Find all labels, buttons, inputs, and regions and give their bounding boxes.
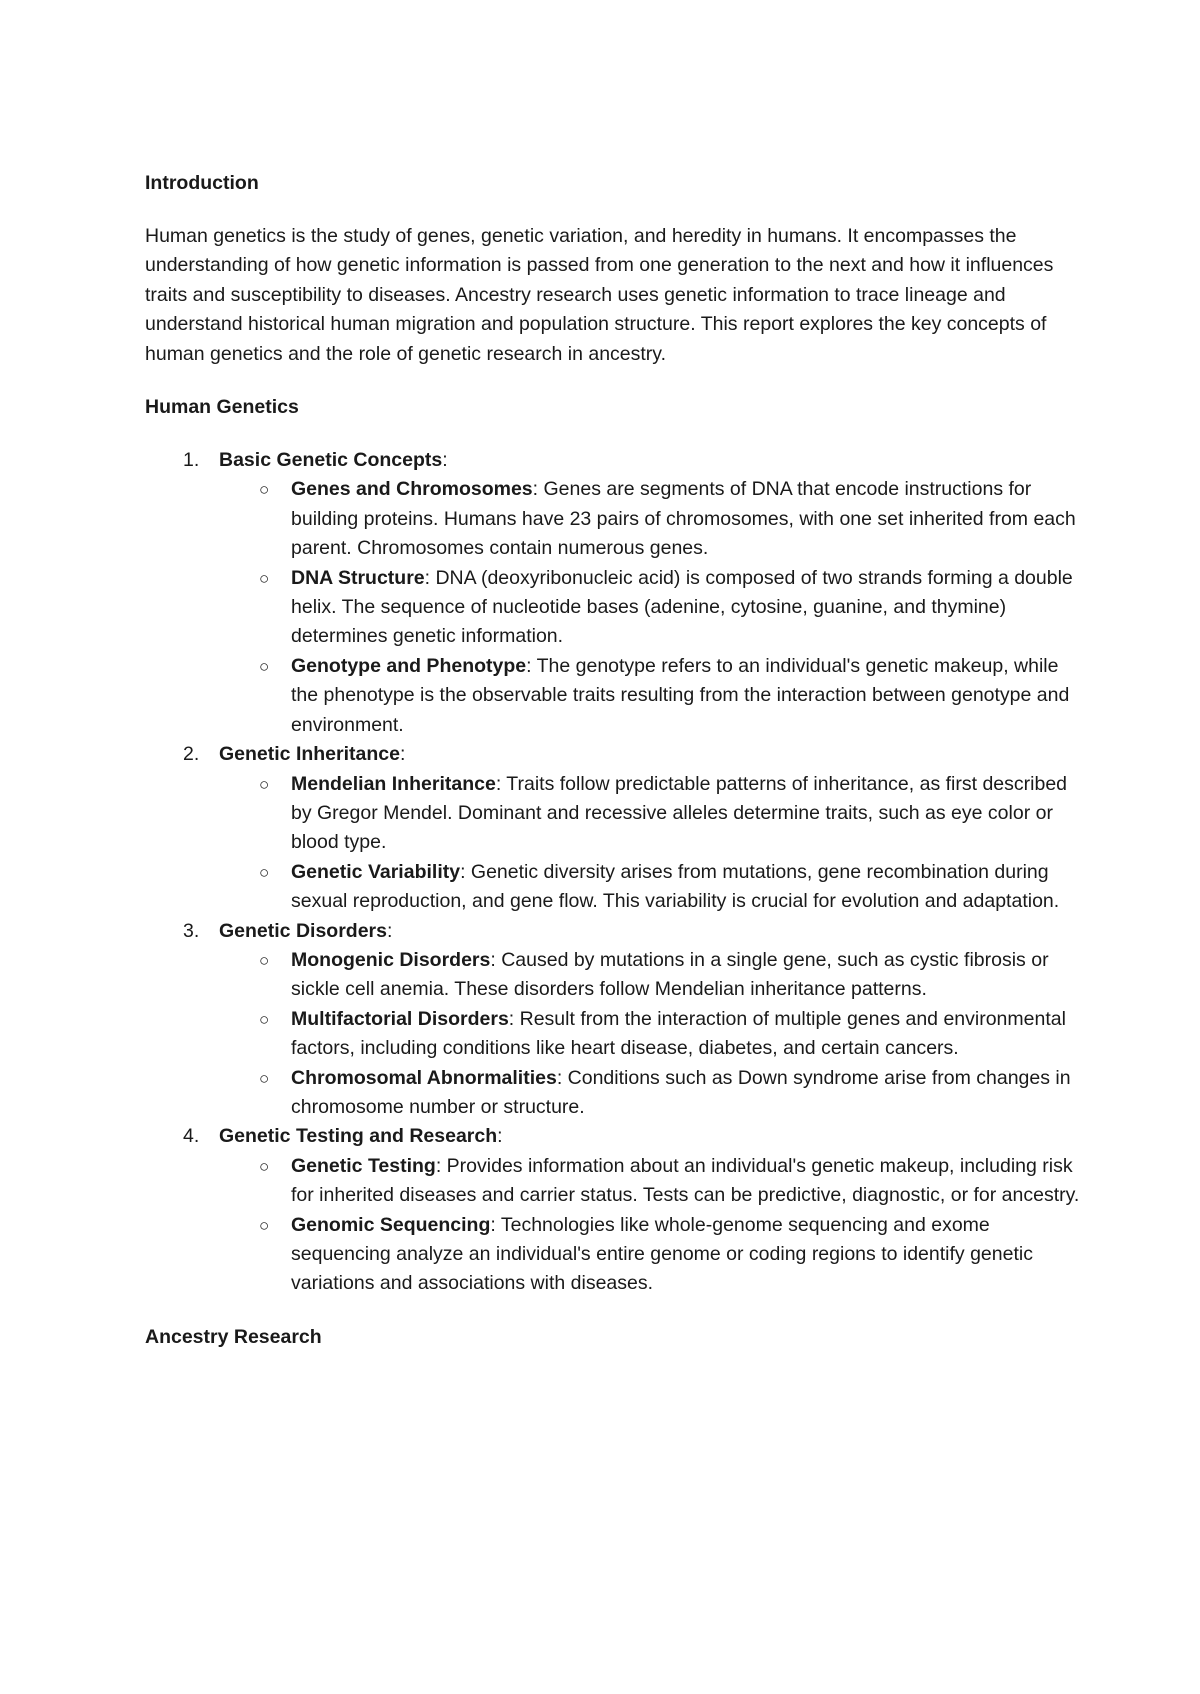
sub-item-mendelian <box>219 770 1081 858</box>
sub-item-text: : Technologies like whole-genome sequencing and exome sequencing analyze an individual's entire genome or coding regions to identify genetic variations and associations with diseases. <box>291 1213 1033 1295</box>
sub-list <box>219 475 1076 740</box>
circle-bullet-icon: ○ <box>259 862 270 882</box>
sub-item-chromosomal <box>219 1064 1081 1123</box>
list-item-genetic-inheritance <box>145 740 1070 916</box>
list-item-title: Basic Genetic Concepts <box>219 449 443 472</box>
sub-item-title: Monogenic Disorders <box>291 948 491 971</box>
sub-item-title: Genetic Testing <box>291 1154 436 1177</box>
sub-item-text: : Result from the interaction of multiple genes and environmental factors, including conditions like heart disease, diabetes, and certain cancers. <box>291 1007 1066 1060</box>
list-item-title: Genetic Disorders <box>219 919 387 942</box>
circle-bullet-icon: ○ <box>259 950 270 970</box>
sub-item-title: Genes and Chromosomes <box>291 478 533 501</box>
sub-item-text: : DNA (deoxyribonucleic acid) is composed of two strands forming a double helix. The sequence of nucleotide bases (adenine, cytosine, guanine, and thymine) determines genetic information. <box>291 566 1073 648</box>
sub-item-text: : Caused by mutations in a single gene, such as cystic fibrosis or sickle cell anemia. These disorders follow Mendelian inheritance patterns. <box>291 948 1049 1001</box>
list-number: 2. <box>183 743 200 766</box>
sub-item-text: : Genetic diversity arises from mutations, gene recombination during sexual reproduction, and gene flow. This variability is crucial for evolution and adaptation. <box>291 860 1060 913</box>
sub-item-text: : Traits follow predictable patterns of inheritance, as first described by Gregor Mendel. Dominant and recessive alleles determine traits, such as eye color or blood type. <box>291 772 1068 854</box>
sub-item-text: : Genes are segments of DNA that encode instructions for building proteins. Humans have 23 pairs of chromosomes, with one set inherited from each parent. Chromosomes contain numerous genes. <box>291 478 1076 560</box>
sub-list <box>219 1152 1080 1299</box>
list-item-title: Genetic Testing and Research <box>219 1125 498 1148</box>
sub-item-title: Multifactorial Disorders <box>291 1007 509 1030</box>
heading-introduction: Introduction <box>145 172 259 194</box>
circle-bullet-icon: ○ <box>259 656 270 676</box>
sub-item-dna-structure <box>219 564 1081 652</box>
intro-paragraph: Human genetics is the study of genes, genetic variation, and heredity in humans. It encompasses the understanding of how genetic information is passed from one generation to the next and how it influences traits and susceptibility to diseases. Ancestry research uses genetic information to trace lineage and understand historical human migration and population structure. This report explores the key concepts of human genetics and the role of genetic research in ancestry. <box>145 225 1054 365</box>
sub-item-genomic-sequencing <box>219 1211 1081 1299</box>
sub-item-genotype-phenotype <box>219 652 1081 740</box>
sub-item-genes-chromosomes <box>219 475 1081 563</box>
sub-item-title: Genetic Variability <box>291 860 461 883</box>
list-number: 4. <box>183 1125 200 1148</box>
list-number: 1. <box>183 449 200 472</box>
list-item-basic-concepts <box>145 446 1076 740</box>
list-item-suffix: : <box>442 449 448 472</box>
sub-item-title: Genomic Sequencing <box>291 1213 491 1236</box>
sub-item-title: Mendelian Inheritance <box>291 772 496 795</box>
sub-item-title: Chromosomal Abnormalities <box>291 1066 557 1089</box>
sub-item-text: : Provides information about an individual's genetic makeup, including risk for inherited diseases and carrier status. Tests can be predictive, diagnostic, or for ancestry. <box>291 1154 1080 1207</box>
circle-bullet-icon: ○ <box>259 1009 270 1029</box>
sub-list <box>219 946 1070 1122</box>
list-item-testing-research <box>145 1122 1080 1298</box>
sub-item-variability <box>219 858 1081 917</box>
sub-item-genetic-testing <box>219 1152 1081 1211</box>
heading-human-genetics: Human Genetics <box>145 396 299 419</box>
circle-bullet-icon: ○ <box>259 1215 270 1235</box>
list-item-genetic-disorders <box>145 917 1070 1123</box>
sub-item-text: : The genotype refers to an individual's genetic makeup, while the phenotype is the observable traits resulting from the interaction between genotype and environment. <box>291 654 1070 736</box>
list-item-title: Genetic Inheritance <box>219 743 400 766</box>
circle-bullet-icon: ○ <box>259 480 270 500</box>
sub-item-title: Genotype and Phenotype <box>291 654 527 677</box>
circle-bullet-icon: ○ <box>259 1156 270 1176</box>
sub-list <box>219 770 1070 917</box>
circle-bullet-icon: ○ <box>259 1068 270 1088</box>
human-genetics-list <box>145 446 1080 1299</box>
list-number: 3. <box>183 919 200 942</box>
sub-item-title: DNA Structure <box>291 566 425 589</box>
list-item-suffix: : <box>497 1125 503 1148</box>
heading-ancestry-research: Ancestry Research <box>145 1325 322 1348</box>
circle-bullet-icon: ○ <box>259 568 270 588</box>
sub-item-monogenic <box>219 946 1081 1005</box>
sub-item-multifactorial <box>219 1005 1081 1064</box>
list-item-suffix: : <box>399 743 406 766</box>
list-item-suffix: : <box>386 919 393 942</box>
circle-bullet-icon: ○ <box>259 774 270 794</box>
sub-item-text: : Conditions such as Down syndrome arise from changes in chromosome number or structure. <box>291 1066 1071 1118</box>
